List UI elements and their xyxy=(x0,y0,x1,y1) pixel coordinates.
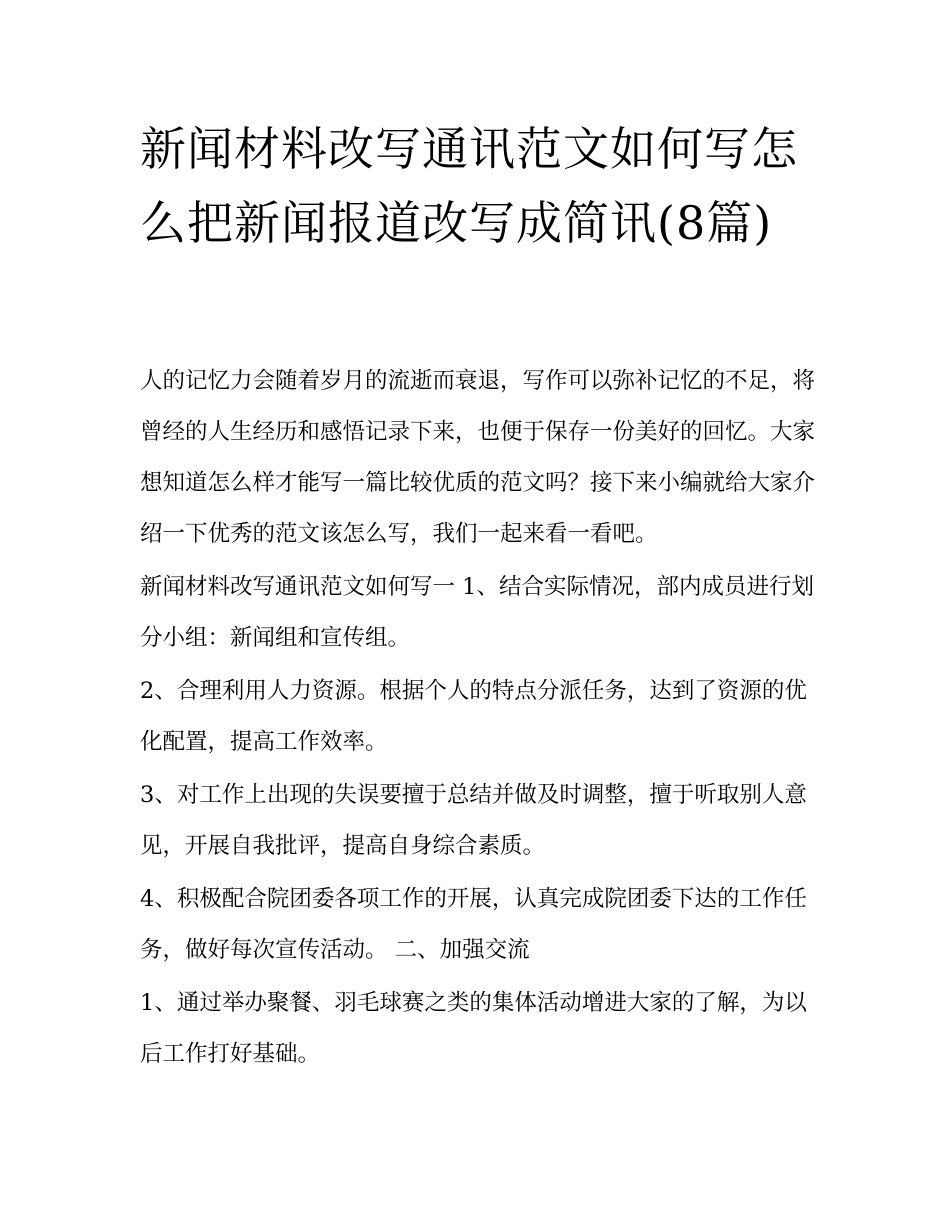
paragraph-item-4: 4、积极配合院团委各项工作的开展，认真完成院团委下达的工作任务，做好每次宣传活动。 二、加强交流 xyxy=(140,886,807,963)
document-title: 新闻材料改写通讯范文如何写怎么把新闻报道改写成简讯(8篇) xyxy=(140,122,798,250)
paragraph-item-1: 新闻材料改写通讯范文如何写一 1、结合实际情况，部内成员进行划分小组：新闻组和宣传组。 xyxy=(140,574,814,651)
paragraph-item-3: 3、对工作上出现的失误要擅于总结并做及时调整，擅于听取别人意见，开展自我批评，提高自身综合素质。 xyxy=(140,782,807,859)
paragraph-item-2: 2、合理利用人力资源。根据个人的特点分派任务，达到了资源的优化配置，提高工作效率。 xyxy=(140,678,807,755)
document-body xyxy=(140,356,816,1082)
paragraph-item-5: 1、通过举办聚餐、羽毛球赛之类的集体活动增进大家的了解，为以后工作打好基础。 xyxy=(140,990,807,1067)
paragraph-intro: 人的记忆力会随着岁月的流逝而衰退，写作可以弥补记忆的不足，将曾经的人生经历和感悟记录下来，也便于保存一份美好的回忆。大家想知道怎么样才能写一篇比较优质的范文吗？接下来小编就给大家介绍一下优秀的范文该怎么写，我们一起来看一看吧。 xyxy=(140,368,816,547)
